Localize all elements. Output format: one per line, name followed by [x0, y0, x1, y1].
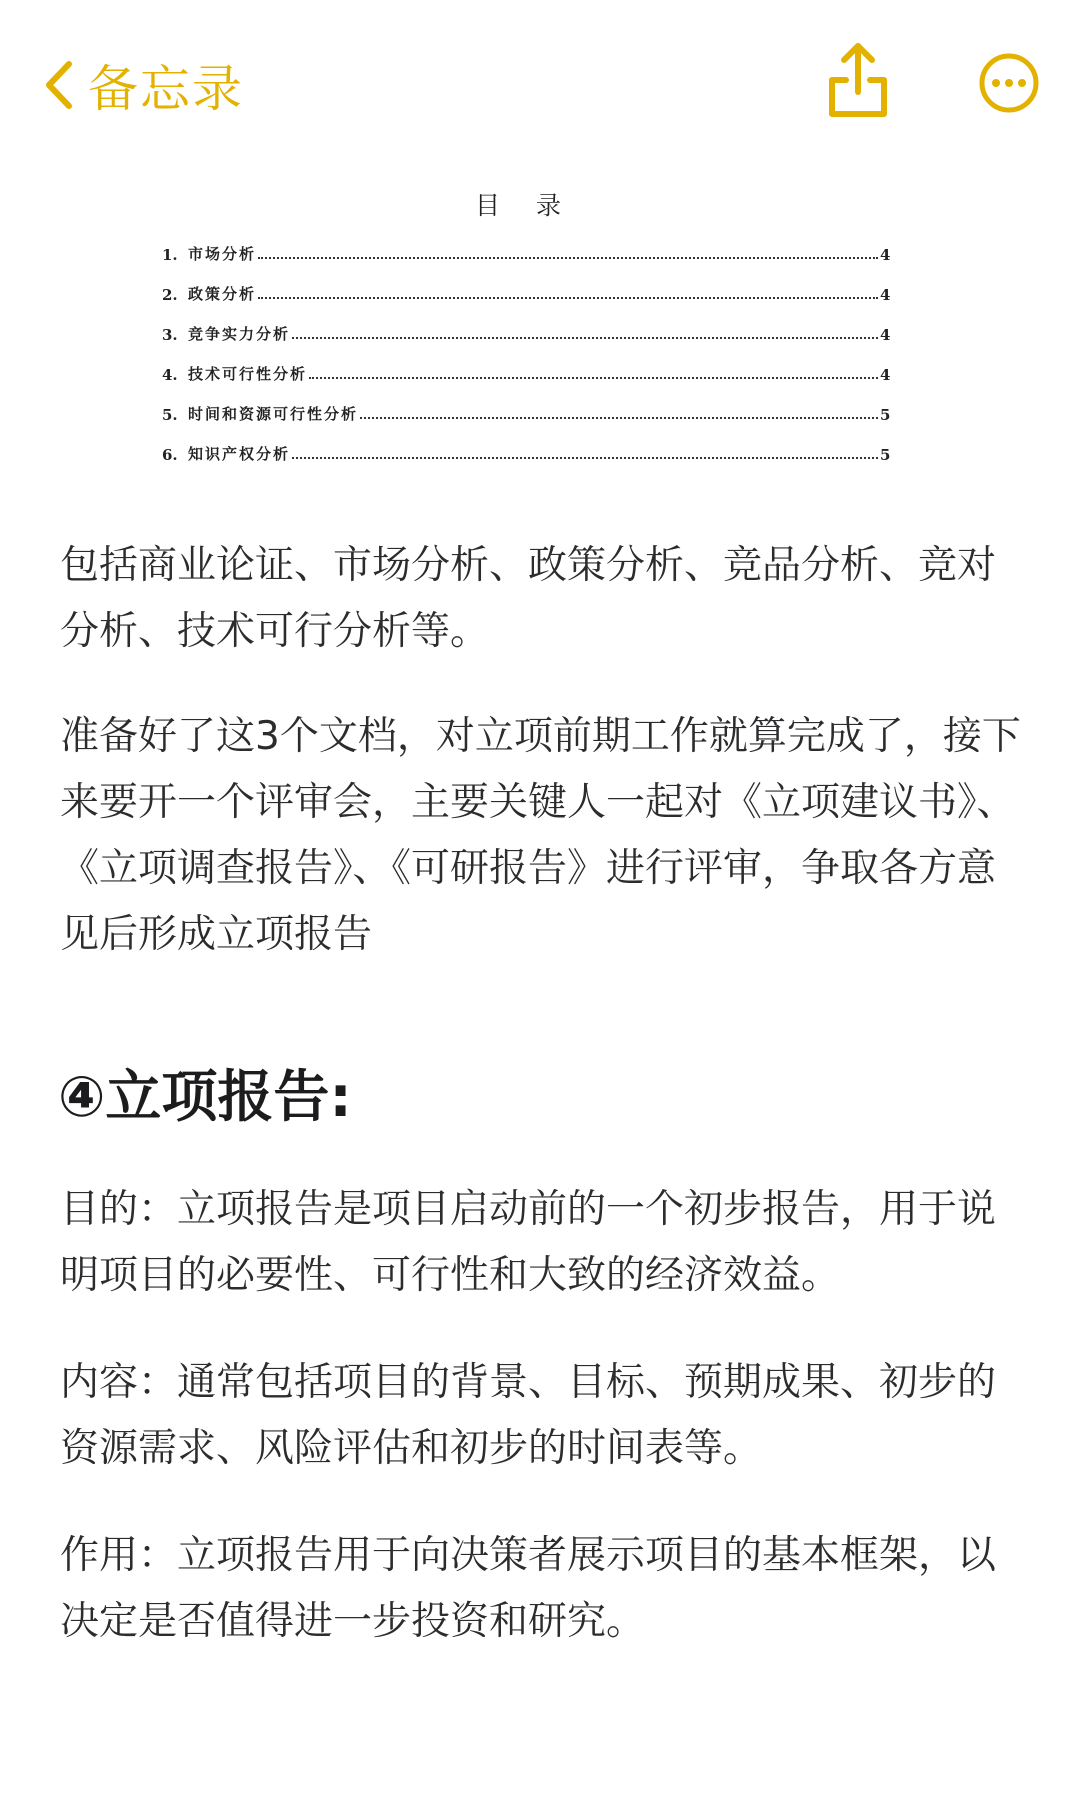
toc-row-label: 技术可行性分析 [188, 365, 308, 383]
toc-leader-dots [309, 377, 878, 379]
toc-row-label: 知识产权分析 [188, 445, 291, 463]
paragraph-preparation: 准备好了这3个文档，对立项前期工作就算完成了，接下来要开一个评审会，主要关键人一起对《立项建议书》、《立项调查报告》、《可研报告》进行评审，争取各方意见后形成立项报告 [60, 714, 1021, 957]
toc-row-page: 5 [880, 406, 891, 424]
toc-image [155, 170, 895, 480]
toc-row-number: 6. [162, 446, 178, 464]
toc-row-number: 3. [162, 326, 178, 344]
toc-row-number: 5. [162, 406, 178, 424]
toc-row-page: 5 [880, 446, 891, 464]
toc-row-label: 市场分析 [188, 245, 257, 263]
toc-row-page: 4 [880, 366, 891, 384]
paragraph-function: 作用：立项报告用于向决策者展示项目的基本框架，以决定是否值得进一步投资和研究。 [60, 1533, 997, 1644]
toc-row [162, 440, 890, 464]
toc-row [162, 400, 890, 424]
toc-row-label: 竞争实力分析 [188, 325, 291, 343]
toc-row-page: 4 [880, 246, 891, 264]
toc-row-label: 时间和资源可行性分析 [188, 405, 359, 423]
toc-leader-dots [258, 257, 878, 259]
paragraph-includes: 包括商业论证、市场分析、政策分析、竞品分析、竞对分析、技术可行分析等。 [60, 543, 997, 654]
paragraph-purpose: 目的：立项报告是项目启动前的一个初步报告，用于说明项目的必要性、可行性和大致的经济效益。 [60, 1187, 997, 1298]
toc-row [162, 320, 890, 344]
toc-leader-dots [360, 417, 878, 419]
section-heading: ④立项报告: [58, 1065, 352, 1130]
toc-row-page: 4 [880, 286, 891, 304]
toc-row [162, 280, 890, 304]
toc-leader-dots [258, 297, 878, 299]
toc-row [162, 360, 890, 384]
toc-row-number: 4. [162, 366, 178, 384]
share-icon[interactable] [826, 40, 890, 120]
paragraph-content: 内容：通常包括项目的背景、目标、预期成果、初步的资源需求、风险评估和初步的时间表等。 [60, 1360, 997, 1471]
toc-title: 目 录 [475, 191, 575, 220]
navigation-bar [0, 0, 1080, 170]
back-label: 备忘录 [88, 60, 244, 118]
toc-row-number: 2. [162, 286, 178, 304]
toc-row-number: 1. [162, 246, 178, 264]
more-icon[interactable] [978, 52, 1040, 114]
toc-leader-dots [292, 457, 878, 459]
back-button[interactable] [44, 50, 244, 120]
toc-row [162, 240, 890, 264]
toc-row-label: 政策分析 [188, 285, 257, 303]
toc-row-page: 4 [880, 326, 891, 344]
chevron-left-icon [44, 60, 74, 110]
toc-leader-dots [292, 337, 878, 339]
